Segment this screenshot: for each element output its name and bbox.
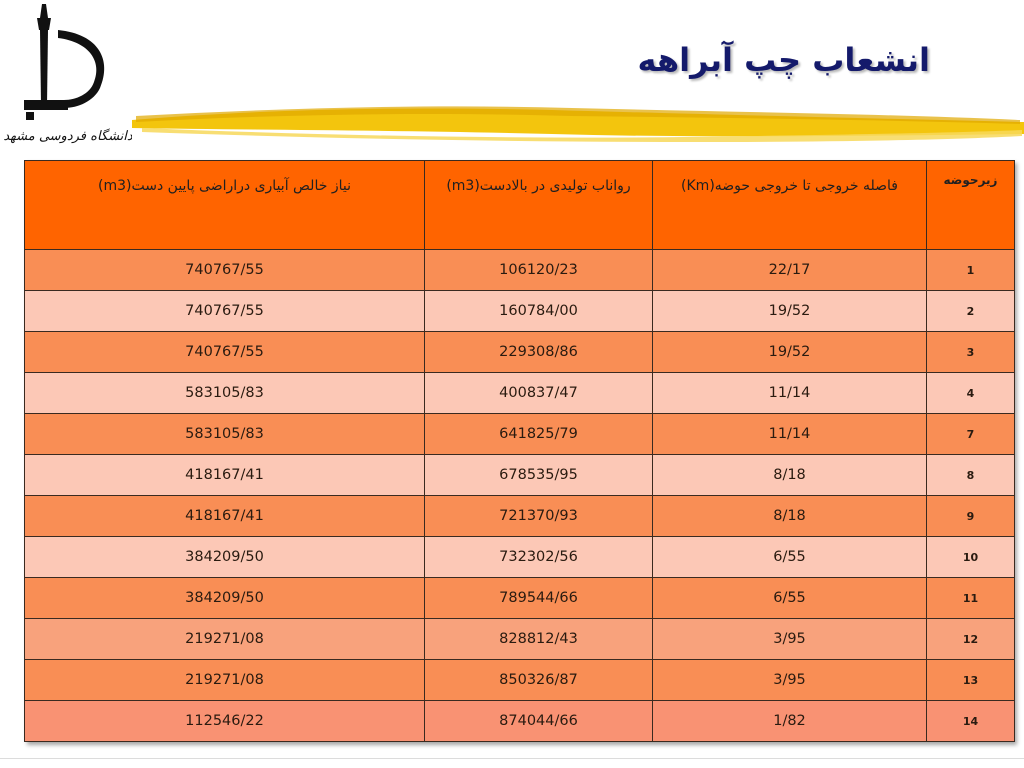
table-row (25, 414, 1015, 455)
cell-distance: 11/14 (653, 414, 927, 455)
table-body (25, 250, 1015, 742)
cell-runoff: 678535/95 (425, 455, 653, 496)
brush-stroke-divider (132, 100, 1024, 146)
cell-runoff: 874044/66 (425, 701, 653, 742)
cell-runoff: 732302/56 (425, 537, 653, 578)
cell-need: 384209/50 (25, 537, 425, 578)
cell-runoff: 229308/86 (425, 332, 653, 373)
table-row (25, 537, 1015, 578)
cell-distance: 1/82 (653, 701, 927, 742)
cell-runoff: 106120/23 (425, 250, 653, 291)
slide-title: انشعاب چپ آبراهه (637, 41, 930, 79)
cell-runoff: 160784/00 (425, 291, 653, 332)
cell-distance: 8/18 (653, 496, 927, 537)
cell-need: 112546/22 (25, 701, 425, 742)
cell-distance: 8/18 (653, 455, 927, 496)
cell-runoff: 400837/47 (425, 373, 653, 414)
cell-subbasin: 2 (927, 291, 1015, 332)
cell-subbasin: 13 (927, 660, 1015, 701)
table-row (25, 250, 1015, 291)
cell-distance: 19/52 (653, 291, 927, 332)
cell-distance: 11/14 (653, 373, 927, 414)
cell-runoff: 641825/79 (425, 414, 653, 455)
cell-runoff: 828812/43 (425, 619, 653, 660)
table-row (25, 619, 1015, 660)
table-row (25, 455, 1015, 496)
subbasin-table (24, 160, 1015, 742)
cell-subbasin: 7 (927, 414, 1015, 455)
header-runoff: رواناب تولیدی در بالادست(m3) (425, 161, 653, 250)
table-row (25, 291, 1015, 332)
university-logo (4, 0, 132, 150)
table-row (25, 660, 1015, 701)
cell-need: 219271/08 (25, 660, 425, 701)
logo-caption: دانشگاه فردوسی مشهد (4, 129, 132, 144)
cell-need: 384209/50 (25, 578, 425, 619)
table-header-row (25, 161, 1015, 250)
cell-need: 219271/08 (25, 619, 425, 660)
cell-subbasin: 1 (927, 250, 1015, 291)
header-distance: فاصله خروجی تا خروجی حوضه(Km) (653, 161, 927, 250)
cell-subbasin: 4 (927, 373, 1015, 414)
cell-distance: 3/95 (653, 619, 927, 660)
cell-distance: 22/17 (653, 250, 927, 291)
cell-subbasin: 9 (927, 496, 1015, 537)
cell-distance: 6/55 (653, 537, 927, 578)
header-subbasin: زیرحوضه (927, 161, 1015, 250)
cell-need: 740767/55 (25, 291, 425, 332)
table-row (25, 373, 1015, 414)
header-need: نیاز خالص آبیاری دراراضی پایین دست(m3) (25, 161, 425, 250)
cell-subbasin: 11 (927, 578, 1015, 619)
cell-runoff: 850326/87 (425, 660, 653, 701)
cell-runoff: 721370/93 (425, 496, 653, 537)
cell-subbasin: 12 (927, 619, 1015, 660)
footer-divider (0, 758, 1024, 759)
cell-distance: 19/52 (653, 332, 927, 373)
university-emblem-icon (4, 0, 132, 150)
cell-runoff: 789544/66 (425, 578, 653, 619)
cell-need: 583105/83 (25, 373, 425, 414)
cell-need: 418167/41 (25, 455, 425, 496)
cell-distance: 6/55 (653, 578, 927, 619)
cell-subbasin: 14 (927, 701, 1015, 742)
table-row (25, 578, 1015, 619)
cell-need: 740767/55 (25, 332, 425, 373)
cell-subbasin: 3 (927, 332, 1015, 373)
table-row (25, 332, 1015, 373)
subbasin-table-container (24, 160, 1014, 742)
cell-distance: 3/95 (653, 660, 927, 701)
cell-need: 740767/55 (25, 250, 425, 291)
cell-need: 583105/83 (25, 414, 425, 455)
cell-subbasin: 10 (927, 537, 1015, 578)
table-row (25, 496, 1015, 537)
cell-subbasin: 8 (927, 455, 1015, 496)
table-row (25, 701, 1015, 742)
cell-need: 418167/41 (25, 496, 425, 537)
